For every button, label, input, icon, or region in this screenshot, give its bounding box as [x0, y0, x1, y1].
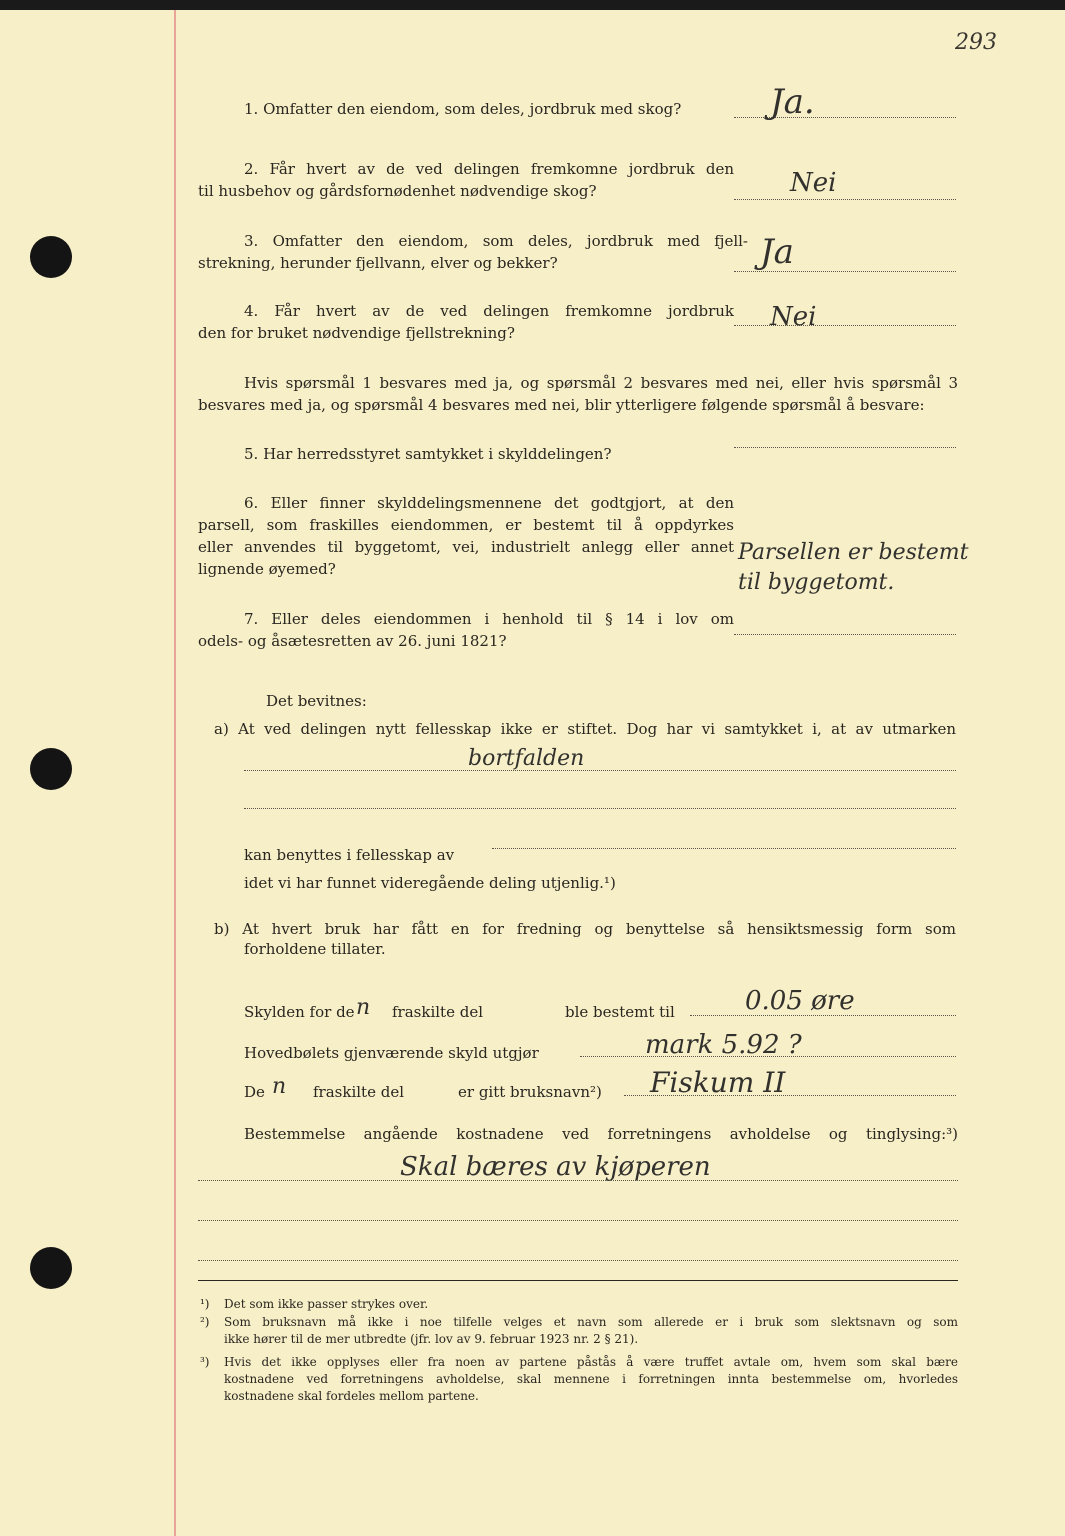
answer-line-2: [734, 199, 956, 200]
skyld-line-2-handwritten: mark 5.92 ?: [645, 1030, 802, 1060]
idet-line: idet vi har funnet videregående deling utjenlig.¹): [244, 874, 616, 892]
question-6-line-3: eller anvendes til byggetomt, vei, industrielt anlegg eller annet: [198, 538, 734, 556]
question-4-line-2: den for bruket nødvendige fjellstrekning?: [198, 324, 515, 342]
attest-a-answer-line-1: [244, 770, 956, 771]
attest-a-answer-line-2: [244, 808, 956, 809]
footnote-3-line-3: kostnadene skal fordeles mellom partene.: [224, 1389, 479, 1403]
answer-line-5: [734, 447, 956, 448]
kostnader-line: Bestemmelse angående kostnadene ved forretningens avholdelse og tinglysing:³): [244, 1125, 958, 1143]
question-2-line-1: 2. Får hvert av de ved delingen fremkomne jordbruk den: [244, 160, 734, 178]
footnote-separator: [198, 1280, 958, 1281]
footnote-3-marker: ³): [200, 1355, 210, 1369]
shared-use-line: [492, 848, 956, 849]
punch-hole: [30, 236, 72, 278]
skyld-line-1-part-1: Skylden for de: [244, 1003, 355, 1021]
punch-hole: [30, 1247, 72, 1289]
skyld-line-3-part-1: De: [244, 1083, 265, 1101]
attest-heading: Det bevitnes:: [266, 692, 367, 710]
question-1-line-1: 1. Omfatter den eiendom, som deles, jordbruk med skog?: [244, 100, 682, 118]
skyld-line-1-part-3: ble bestemt til: [565, 1003, 675, 1021]
footnote-2-line-1: Som bruksnavn må ikke i noe tilfelle velges et navn som allerede er i bruk som slektsnavn og som: [224, 1315, 958, 1329]
footnote-1-marker: ¹): [200, 1297, 210, 1311]
question-3-line-2: strekning, herunder fjellvann, elver og bekker?: [198, 254, 558, 272]
form-page: [0, 10, 1065, 1536]
question-3-line-1: 3. Omfatter den eiendom, som deles, jordbruk med fjell-: [244, 232, 748, 250]
question-6-line-4: lignende øyemed?: [198, 560, 336, 578]
question-6-line-1: 6. Eller finner skylddelingsmennene det godtgjort, at den: [244, 494, 734, 512]
question-2-line-2: til husbehov og gårdsfornødenhet nødvendige skog?: [198, 182, 597, 200]
answer-line-4: [734, 325, 956, 326]
conditional-note-line-2: besvares med ja, og spørsmål 4 besvares med nei, blir ytterligere følgende spørsmål å besvare:: [198, 396, 925, 414]
footnote-3-line-2: kostnadene ved forretningens avholdelse, skal mennene i forretningen innta bestemmelse om, hvorledes: [224, 1372, 958, 1386]
attest-b-line-1: b) At hvert bruk har fått en for fredning og benyttelse så hensiktsmessig form som: [214, 920, 956, 938]
skyld-line-3-handwritten: Fiskum II: [650, 1066, 786, 1099]
kostnader-handwritten: Skal bæres av kjøperen: [400, 1152, 711, 1182]
attest-a-line: a) At ved delingen nytt fellesskap ikke er stiftet. Dog har vi samtykket i, at av utmarken: [214, 720, 956, 738]
answer-4-handwritten: Nei: [770, 302, 817, 332]
attest-b-line-2: forholdene tillater.: [244, 940, 386, 958]
shared-use-label: kan benyttes i fellesskap av: [244, 846, 455, 864]
answer-2-handwritten: Nei: [790, 168, 837, 198]
answer-1-handwritten: Ja.: [770, 82, 815, 122]
answer-line-1: [734, 117, 956, 118]
attest-a-handwritten: bortfalden: [468, 746, 585, 771]
question-6-line-2: parsell, som fraskilles eiendommen, er bestemt til å oppdyrkes: [198, 516, 734, 534]
skyld-line-2-label: Hovedbølets gjenværende skyld utgjør: [244, 1044, 539, 1062]
skyld-line-1-handwritten: 0.05 øre: [745, 986, 855, 1016]
footnote-1-line-1: Det som ikke passer strykes over.: [224, 1297, 429, 1311]
skyld-line-3-handwritten-n: n: [272, 1074, 287, 1099]
conditional-note-line-1: Hvis spørsmål 1 besvares med ja, og spørsmål 2 besvares med nei, eller hvis spørsmål 3: [244, 374, 958, 392]
question-7-line-1: 7. Eller deles eiendommen i henhold til § 14 i lov om: [244, 610, 734, 628]
margin-rule: [174, 10, 176, 1536]
answer-6-handwritten-line-2: til byggetomt.: [738, 570, 895, 595]
footnote-3-line-1: Hvis det ikke opplyses eller fra noen av partene påstås å være truffet avtale om, hvem som skal bære: [224, 1355, 958, 1369]
answer-3-handwritten: Ja: [760, 232, 794, 272]
answer-line-7: [734, 634, 956, 635]
page-number: 293: [955, 30, 997, 55]
skyld-line-1-part-2: fraskilte del: [392, 1003, 483, 1021]
question-7-line-2: odels- og åsætesretten av 26. juni 1821?: [198, 632, 507, 650]
kostnader-answer-line-1: [198, 1180, 958, 1181]
skyld-line-1-handwritten-n: n: [356, 995, 371, 1020]
skyld-line-3-part-2: fraskilte del: [313, 1083, 404, 1101]
question-5-line-1: 5. Har herredsstyret samtykket i skylddelingen?: [244, 445, 612, 463]
punch-hole: [30, 748, 72, 790]
kostnader-answer-line-3: [198, 1260, 958, 1261]
kostnader-answer-line-2: [198, 1220, 958, 1221]
footnote-2-marker: ²): [200, 1315, 210, 1329]
skyld-line-3-part-3: er gitt bruksnavn²): [458, 1083, 602, 1101]
question-4-line-1: 4. Får hvert av de ved delingen fremkomne jordbruk: [244, 302, 734, 320]
answer-6-handwritten-line-1: Parsellen er bestemt: [738, 540, 969, 565]
footnote-2-line-2: ikke hører til de mer utbredte (jfr. lov av 9. februar 1923 nr. 2 § 21).: [224, 1332, 639, 1346]
